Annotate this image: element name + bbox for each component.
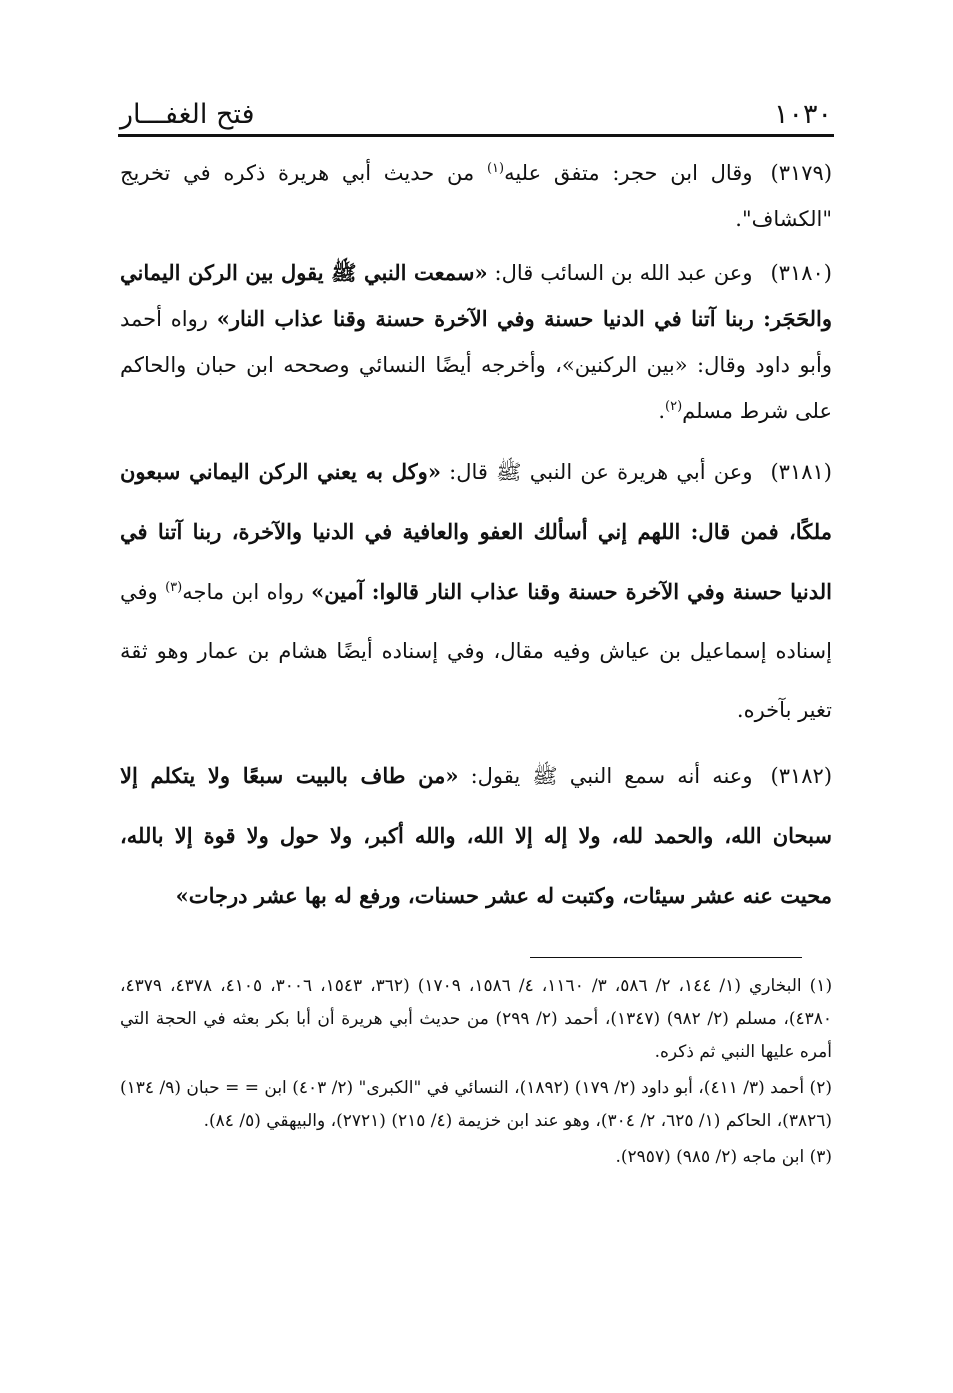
footnote-ref: (١) <box>486 161 505 176</box>
paragraph-text: وعنه أنه سمع النبي ﷺ يقول: <box>458 764 753 788</box>
footnote-3: (٣) ابن ماجه (٢/ ٩٨٥) (٢٩٥٧). <box>615 1147 832 1167</box>
page-number: ١٠٣٠ <box>773 99 832 130</box>
paragraph-text: رواه ابن ماجه <box>182 580 312 604</box>
paragraph-text: وعن أبي هريرة عن النبي ﷺ قال: <box>440 460 753 484</box>
paragraph-text: وقال ابن حجر: متفق عليه <box>504 161 753 185</box>
paragraph-text: . <box>658 399 665 423</box>
footnote-ref: (٢) <box>665 399 683 414</box>
hadith-quote: «وكل به يعني الركن اليماني سبعون ملكًا، فمن قال: اللهم إني أسألك العفو والعافية في الدنيا والآخرة، ربنا آتنا في الدنيا حسنة وفي الآخرة حسنة وقنا عذاب النار قالوا: آمين» <box>120 459 832 604</box>
book-title: فتح الغفـــار <box>120 99 255 130</box>
paragraph-text: من حديث أبي هريرة ذكره في تخريج "الكشاف". <box>120 161 832 231</box>
hadith-quote: «سمعت النبي ﷺ يقول بين الركن اليماني والحَجَر: ربنا آتنا في الدنيا حسنة وفي الآخرة حسنة وقنا عذاب النار» <box>120 260 832 331</box>
hadith-number: (٣١٨٠) <box>770 261 832 285</box>
hadith-number: (٣١٨١) <box>770 460 832 484</box>
paragraph-3182 <box>120 746 832 926</box>
hadith-number: (٣١٧٩) <box>770 161 833 185</box>
footnote-2: (٢) أحمد (٣/ ٤١١)، أبو داود (٢/ ١٧٩) (١٨٩٢)، النسائي في "الكبرى" (٢/ ٤٠٣) ابن = = حبان (٩/ ١٣٤) (٣٨٢٦)، الحاكم (١/ ٦٢٥، ٢/ ٣٠٤)، وهو عند ابن خزيمة (٤/ ٢١٥) (٢٧٢١)، والبيهقي (٥/ ٨٤). <box>120 1078 832 1131</box>
paragraph-3180 <box>120 250 832 434</box>
footnote-rule <box>530 957 802 958</box>
paragraph-3179 <box>120 150 832 242</box>
hadith-quote: «من طاف بالبيت سبعًا ولا يتكلم إلا سبحان الله، والحمد لله، ولا إله إلا الله، والله أكبر، ولا حول ولا قوة إلا بالله، محيت عنه عشر سيئات، وكتبت له عشر حسنات، ورفع له بها عشر درجات» <box>120 763 832 908</box>
paragraph-3181 <box>120 442 832 740</box>
hadith-number: (٣١٨٢) <box>770 764 833 788</box>
main-text <box>120 150 832 926</box>
footnote-1: (١) البخاري (١/ ١٤٤، ٢/ ٥٨٦، ٣/ ١١٦٠، ٤/ ١٥٨٦، ١٧٠٩) (٣٦٢، ١٥٤٣، ٣٠٠٦، ٤١٠٥، ٤٣٧٨، ٤٣٧٩، ٤٣٨٠)، مسلم (٢/ ٩٨٢) (١٣٤٧)، أحمد (٢/ ٢٩٩) من حديث أبي هريرة أن أبا بكر بعثه في الحجة التي أمره عليها النبي ثم ذكره. <box>120 976 833 1062</box>
header-rule <box>118 134 834 137</box>
paragraph-text: وفي إسناده إسماعيل بن عياش وفيه مقال، وفي إسناده أيضًا هشام بن عمار وهو ثقة تغير بآخره. <box>120 580 832 722</box>
footnote-ref: (٣) <box>165 580 183 595</box>
paragraph-text: وعن عبد الله بن السائب قال: <box>487 261 753 285</box>
paragraph-text: رواه أحمد وأبو داود وقال: «بين الركنين»، وأخرجه أيضًا النسائي وصححه ابن حبان والحاكم على شرط مسلم <box>120 307 832 423</box>
footnotes <box>120 970 832 1177</box>
page-header <box>120 92 832 132</box>
